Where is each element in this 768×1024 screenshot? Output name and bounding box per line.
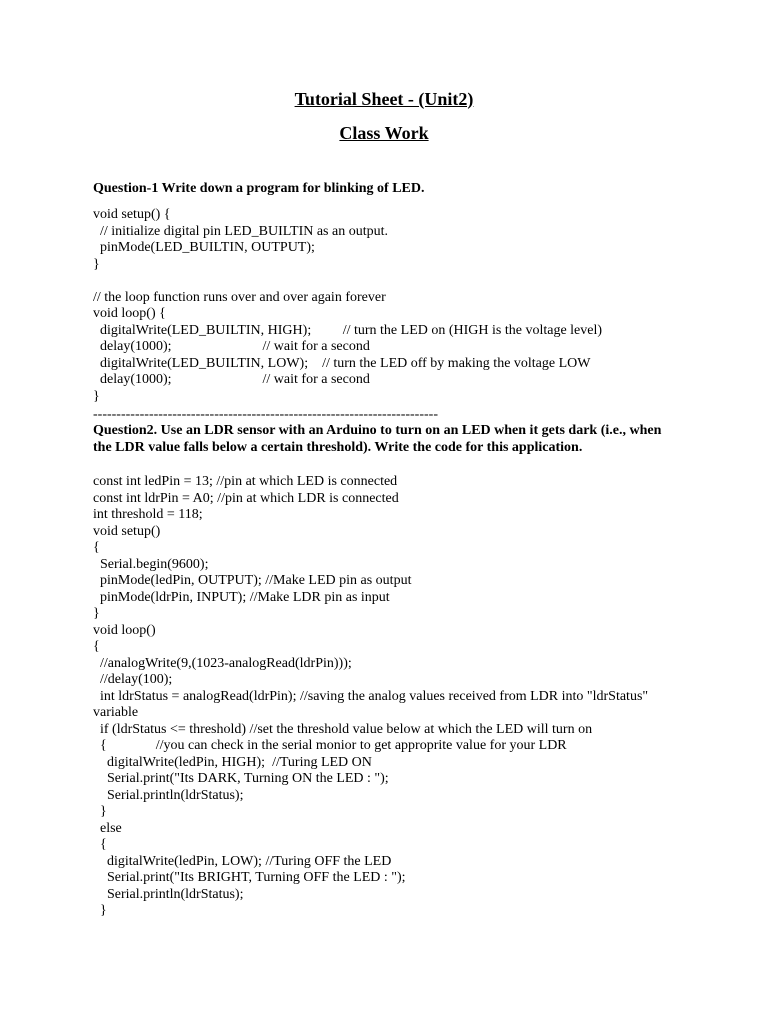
question-2-code: const int ledPin = 13; //pin at which LED is connected const int ldrPin = A0; //pin at which LDR is connected int threshold = 118; void setup() { Serial.begin(9600); pinMode(ledPin, OUTPUT); //Make LED pin as output pinMode(ldrPin, INPUT); //Make LDR pin as input } void loop() { //analogWrite(9,(1023-analogRead(ldrPin))); //delay(100); int ldrStatus = analogRead(ldrPin); //saving the analog values received from LDR into "ldrStatus" variable if (ldrStatus <= threshold) //set the threshold value below at which the LED will turn on { //you can check in the serial monior to get approprite value for your LDR digitalWrite(ledPin, HIGH); //Turing LED ON Serial.print("Its DARK, Turning ON the LED : "); Serial.println(ldrStatus); } else { digitalWrite(ledPin, LOW); //Turing OFF the LED Serial.print("Its BRIGHT, Turning OFF the LED : "); Serial.println(ldrStatus); } <box>93 474 649 918</box>
question-1-code: void setup() { // initialize digital pin LED_BUILTIN as an output. pinMode(LED_BUILTIN, OUTPUT); } // the loop function runs over and over again forever void loop() { digitalWrite(LED_BUILTIN, HIGH); // turn the LED on (HIGH is the voltage level) delay(1000); // wait for a second digitalWrite(LED_BUILTIN, LOW); // turn the LED off by making the voltage LOW delay(1000); // wait for a second } <box>93 207 603 404</box>
separator-line: -------------------------------------------------------------------------- <box>93 407 438 422</box>
question-2-heading: Question2. Use an LDR sensor with an Arduino to turn on an LED when it gets dark (i.e., when the LDR value falls below a certain threshold). Write the code for this application. <box>93 423 662 455</box>
document-title: Tutorial Sheet - (Unit2) <box>294 89 474 109</box>
document-subtitle: Class Work <box>339 123 429 143</box>
question-1-heading: Question-1 Write down a program for blinking of LED. <box>93 181 425 196</box>
